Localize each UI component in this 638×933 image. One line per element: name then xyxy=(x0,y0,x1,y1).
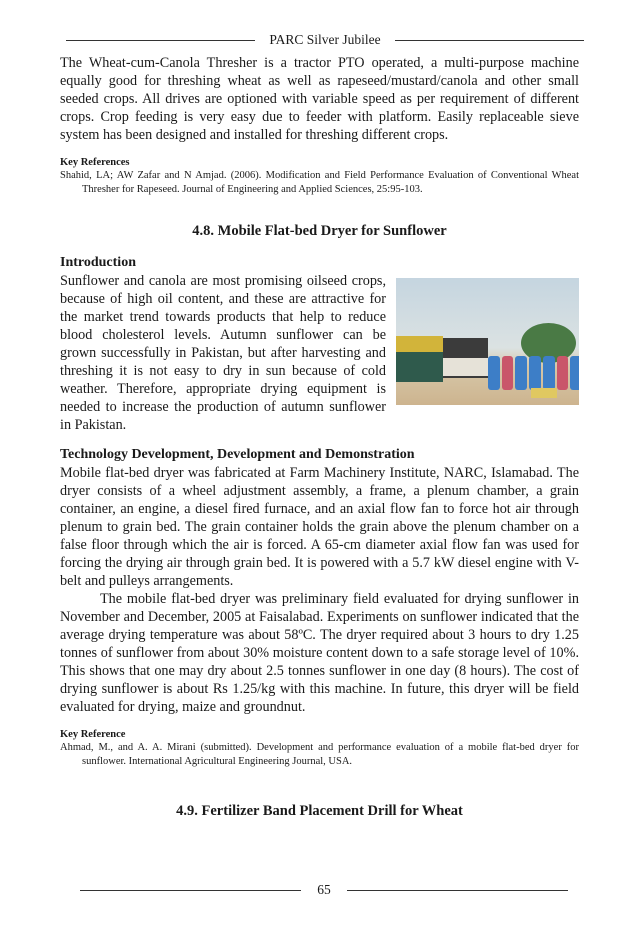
technology-paragraph-1: Mobile flat-bed dryer was fabricated at Farm Machinery Institute, NARC, Islamabad. The dryer consists of a wheel adjustment assembly, a frame, a plenum chamber, a grain container, an engine, a diesel fired furnace, and an axial flow fan to force hot air through plenum to grain bed. The grain container holds the grain above the plenum chamber on a false floor through which the air is forced. A 65-cm diameter axial flow fan was used for forcing the drying air through grain bed. It is powered with a 5.7 kW diesel engine with V-belt and pulleys arrangements. xyxy=(60,465,579,589)
introduction-text: Sunflower and canola are most promising oilseed crops, because of high oil content, and these are attractive for the market trend towards products that help to reduce blood cholesterol levels. Autumn sunflower can be grown successfully in Pakistan, but after harvesting and threshing it is not easy to dry in sun because of cold weather. Therefore, appropriate drying equipment is needed to increase the production of autumn sunflower in Pakistan. xyxy=(60,273,386,433)
key-references-heading: Key References xyxy=(60,157,130,168)
dryer-field-photo xyxy=(396,278,579,405)
section-title-4-8: 4.8. Mobile Flat-bed Dryer for Sunflower xyxy=(192,223,447,239)
photo-truck xyxy=(396,336,443,382)
technology-paragraph-2: The mobile flat-bed dryer was preliminary field evaluated for drying sunflower in November and December, 2005 at Faisalabad. Experiments on sunflower indicated that the average drying temperature was about 58ºC. The dryer required about 3 hours to dry 1.25 tonnes of sunflower from about 30% moisture content down to a safe storage level of 10%. This shows that one may dry about 2.5 tonnes sunflower in one day (8 hours). The cost of drying sunflower is about Rs 1.25/kg with this machine. In future, this dryer will be field evaluated for drying, maize and groundnut. xyxy=(60,591,579,715)
introduction-block xyxy=(60,272,579,434)
reference-item: Shahid, LA; AW Zafar and N Amjad. (2006). Modification and Field Performance Evaluation of Conventional Wheat Thresher for Rapeseed. Journal of Engineering and Applied Sciences, 25:95-103. xyxy=(60,170,579,195)
key-reference-heading: Key Reference xyxy=(60,729,126,740)
header-rule-right xyxy=(395,40,584,41)
page-number: 65 xyxy=(317,882,331,897)
page-header xyxy=(66,30,584,50)
photo-sacks xyxy=(488,356,579,390)
technology-heading: Technology Development, Development and Demonstration xyxy=(60,447,415,462)
header-rule-left xyxy=(66,40,255,41)
introduction-heading: Introduction xyxy=(60,255,136,270)
section-title-4-9: 4.9. Fertilizer Band Placement Drill for Wheat xyxy=(176,803,463,819)
photo-dryer-base xyxy=(443,358,488,376)
reference-item: Ahmad, M., and A. A. Mirani (submitted). Development and performance evaluation of a mobile flat-bed dryer for sunflower. International Agricultural Engineering Journal, USA. xyxy=(60,742,579,767)
photo-yellow-sack xyxy=(531,388,557,398)
thresher-paragraph: The Wheat-cum-Canola Thresher is a tractor PTO operated, a multi-purpose machine equally good for threshing wheat as well as rapeseed/mustard/canola and other small seeded crops. All drives are optioned with variable speed as per requirement of different crops. Crop feeding is very easy due to feeder with platform. Easily replaceable sieve system has been designed and installed for threshing different crops. xyxy=(60,55,579,143)
page-content xyxy=(60,54,579,834)
footer-rule-right xyxy=(347,890,568,891)
footer-rule-left xyxy=(80,890,301,891)
header-title: PARC Silver Jubilee xyxy=(269,32,381,47)
page-footer xyxy=(80,882,568,898)
